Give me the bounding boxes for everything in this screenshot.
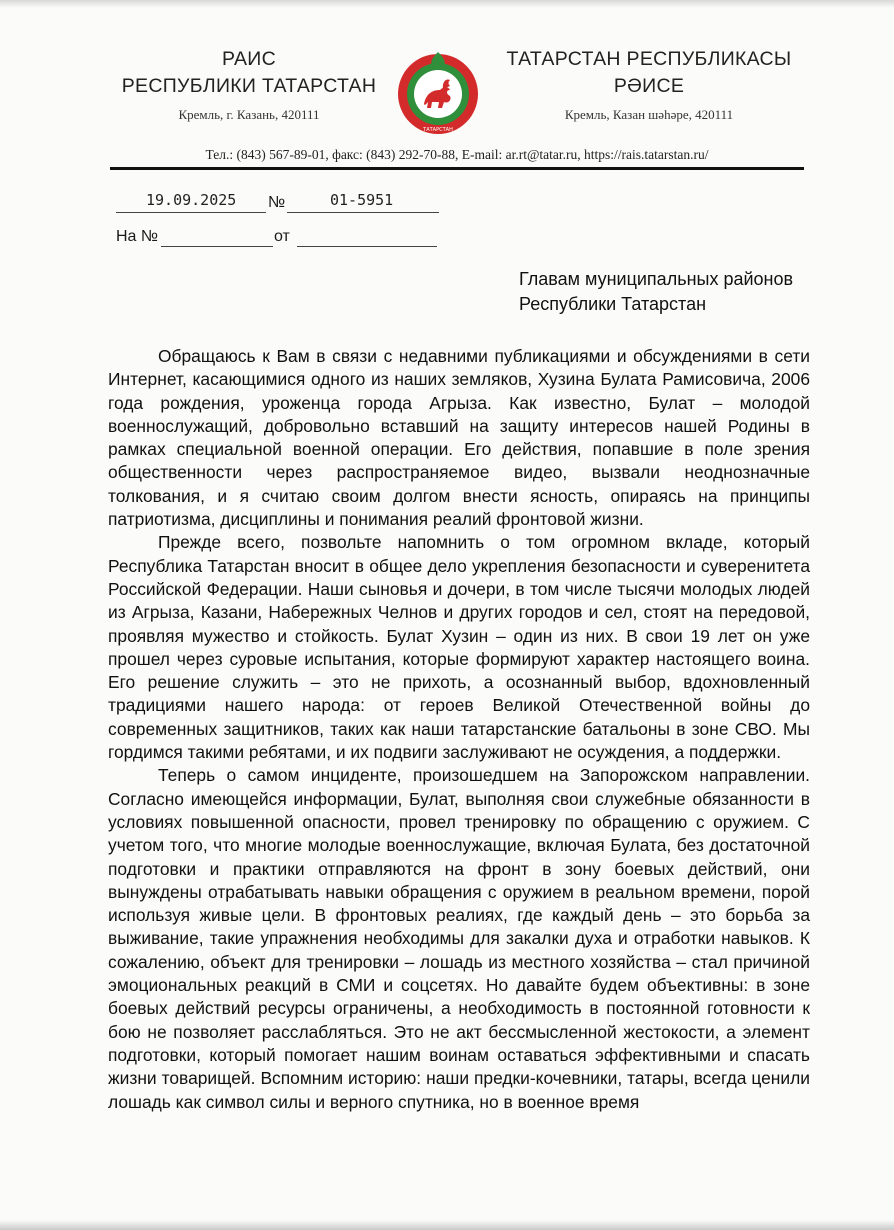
scan-bottom-edge [0, 1220, 894, 1230]
ref-from-underline [297, 246, 437, 247]
number-label: № [268, 194, 286, 211]
ref-number-underline [161, 246, 273, 247]
document-date: 19.09.2025 [146, 191, 237, 209]
header-right-title-1: ТАТАРСТАН РЕСПУБЛИКАСЫ [506, 48, 792, 70]
header-left-block [110, 46, 388, 124]
header-divider [110, 167, 804, 170]
contacts-line: Тел.: (843) 567-89-01, факс: (843) 292-70-88, E-mail: ar.rt@tatar.ru, https://rais.tatarstan.ru/ [205, 147, 709, 162]
number-underline [287, 212, 439, 213]
scan-top-edge [0, 0, 894, 8]
paragraph-3: Теперь о самом инциденте, произошедшем на Запорожском направлении. Согласно имеющейся информации, Булат, выполняя свои служебные обязанности в условиях повышенной опасности, провел тренировку по обращению с оружием. С учетом того, что многие молодые военнослужащие, включая Булата, без достаточной подготовки и практики отправляются на фронт в зону боевых действий, они вынуждены отрабатывать навыки обращения с оружием в реальном времени, порой используя живые цели. В фронтовых реалиях, где каждый день – это борьба за выживание, такие упражнения необходимы для закалки духа и отработки навыков. К сожалению, объект для тренировки – лошадь из местного хозяйства – стал причиной эмоциональных реакций в СМИ и соцсетях. Но давайте будем объективны: в зоне боевых действий ресурсы ограничены, а необходимость в постоянной готовности к бою не позволяет расслабляться. Это не акт бессмысленной жестокости, а элемент подготовки, который помогает нашим воинам оставаться эффективными и спасать жизни товарищей. Вспомним историю: наши предки-кочевники, татары, всегда ценили лошадь как символ силы и верного спутника, но в военное время [108, 765, 810, 1112]
header-left-title-1: РАИС [221, 48, 276, 70]
ref-number-label: На № [116, 228, 159, 245]
header-right-address: Кремль, Казан шәһәре, 420111 [564, 107, 734, 122]
letter-body [108, 345, 810, 1114]
header-right-block [494, 46, 804, 124]
document-number: 01-5951 [330, 191, 394, 209]
date-underline [116, 212, 266, 213]
emblem-caption: ТАТАРСТАН [423, 127, 453, 133]
recipient-line-1: Главам муниципальных районов [519, 269, 794, 289]
ref-from-label: от [274, 228, 290, 245]
header-left-title-2: РЕСПУБЛИКИ ТАТАРСТАН [121, 75, 377, 97]
paragraph-1: Обращаюсь к Вам в связи с недавними публикациями и обсуждениями в сети Интернет, касающимися одного из наших земляков, Хузина Булата Рамисовича, 2006 года рождения, уроженца города Агрыза. Как известно, Булат – молодой военнослужащий, добровольно вставший на защиту интересов нашей Родины в рамках специальной военной операции. Его действия, попавшие в поле зрения общественности через распространяемое видео, вызвали неоднозначные толкования, и я считаю своим долгом внести ясность, опираясь на принципы патриотизма, дисциплины и понимания реалий фронтовой жизни. [108, 346, 810, 530]
recipient-line-2: Республики Татарстан [519, 294, 707, 314]
recipient-block [519, 267, 793, 317]
paragraph-2: Прежде всего, позвольте напомнить о том огромном вкладе, который Республика Татарстан вносит в общее дело укрепления безопасности и суверенитета Российской Федерации. Наши сыновья и дочери, в том числе тысячи молодых людей из Агрыза, Казани, Набережных Челнов и других городов и сел, стоят на передовой, проявляя мужество и стойкость. Булат Хузин – один из них. В свои 19 лет он уже прошел через суровые испытания, которые формируют характер настоящего воина. Его решение служить – это не прихоть, а осознанный выбор, вдохновленный традициями нашего народа: от героев Великой Отечественной войны до современных защитников, таких как наши татарстанские батальоны в зоне СВО. Мы гордимся такими ребятами, и их подвиги заслуживают не осуждения, а поддержки. [108, 532, 810, 763]
header-left-address: Кремль, г. Казань, 420111 [178, 107, 320, 122]
tatarstan-emblem-icon [396, 46, 480, 138]
header-right-title-2: РӘИСЕ [613, 75, 685, 97]
